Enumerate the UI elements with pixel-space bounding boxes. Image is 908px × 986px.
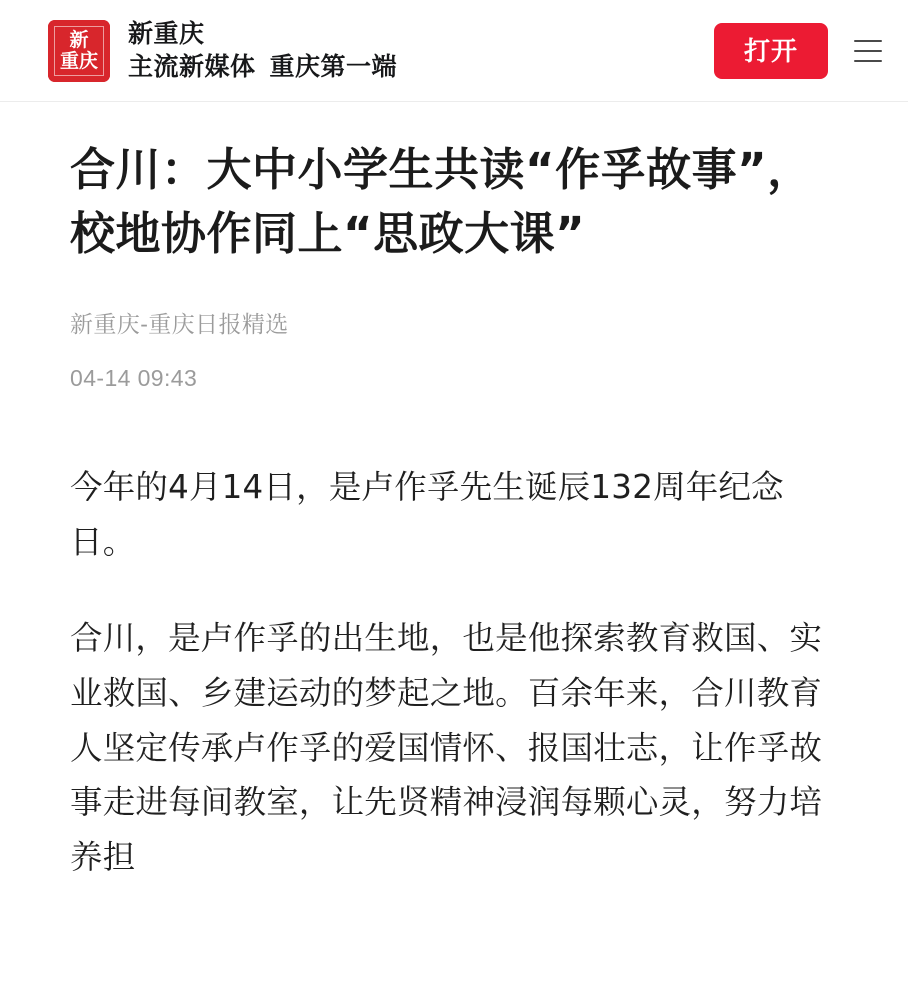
- brand-name: 新重庆: [128, 20, 205, 49]
- brand-text: [128, 21, 397, 80]
- logo-char-2: 重庆: [59, 49, 98, 72]
- article-paragraph: 今年的4月14日，是卢作孚先生诞辰132周年纪念日。: [70, 468, 784, 561]
- article-meta: [70, 308, 842, 394]
- logo-inner-frame: [54, 26, 104, 76]
- hamburger-menu-icon[interactable]: [854, 40, 882, 62]
- brand-block[interactable]: [48, 20, 397, 82]
- article-body: [0, 102, 908, 884]
- header-actions: [714, 23, 882, 79]
- article-source: 新重庆-重庆日报精选: [70, 310, 289, 337]
- open-app-button[interactable]: 打开: [714, 23, 828, 79]
- app-header: [0, 0, 908, 102]
- logo-char-1: 新: [69, 28, 89, 51]
- article-paragraph: 合川，是卢作孚的出生地，也是他探索教育救国、实业救国、乡建运动的梦起之地。百余年来，合川教育人坚定传承卢作孚的爱国情怀、报国壮志，让作孚故事走进每间教室，让先贤精神浸润每颗心灵，努力培养担: [70, 619, 823, 876]
- brand-tagline-left: 主流新媒体: [128, 52, 256, 81]
- brand-tagline: [128, 54, 397, 80]
- article-timestamp: 04-14 09:43: [70, 364, 198, 391]
- xinchongqing-logo-icon: [48, 20, 110, 82]
- brand-tagline-right: 重庆第一端: [269, 52, 398, 81]
- article-text: [70, 460, 842, 884]
- page-title: 合川：大中小学生共读“作孚故事”，校地协作同上“思政大课”: [70, 143, 813, 260]
